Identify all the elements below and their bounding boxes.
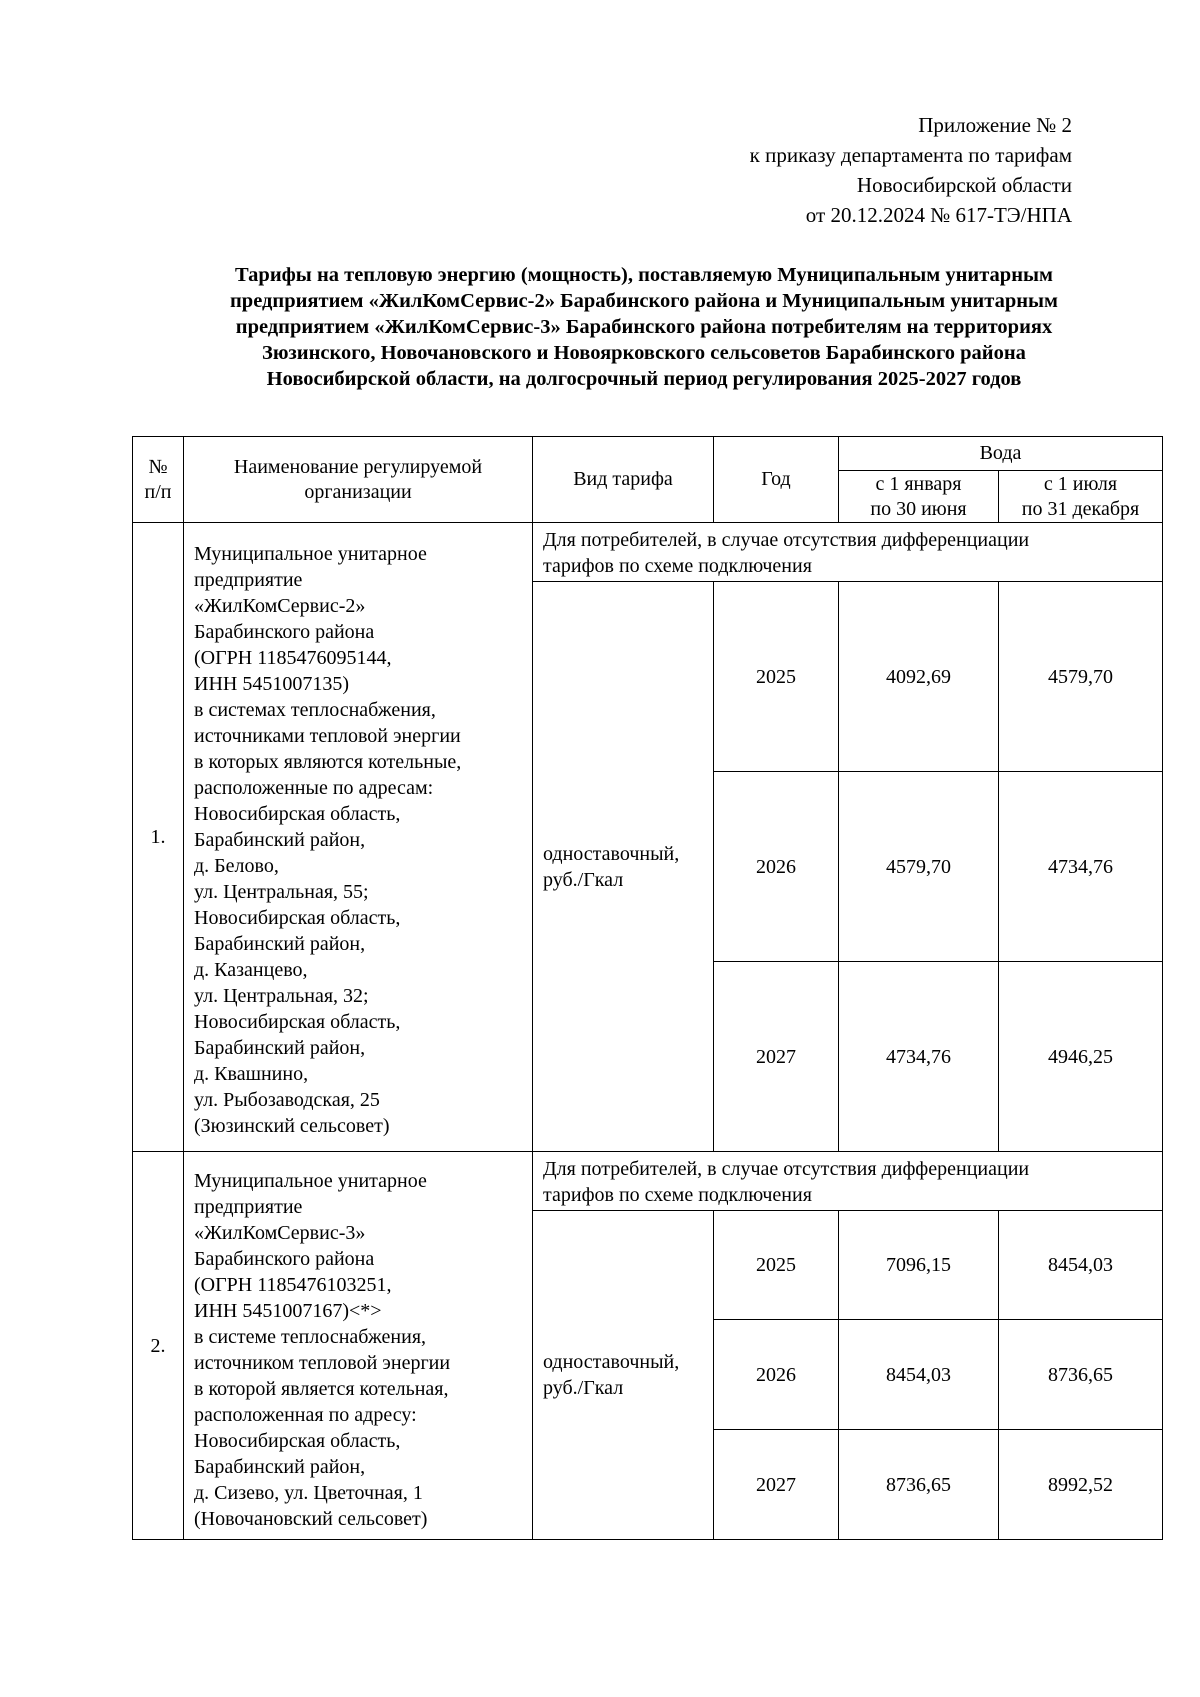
- org-line: ИНН 5451007167)<*>: [194, 1300, 382, 1322]
- org-line: источниками тепловой энергии: [194, 725, 461, 747]
- kind-line: руб./Гкал: [543, 1377, 624, 1399]
- organization-cell: [184, 523, 533, 1152]
- period-line: с 1 июля: [1043, 472, 1118, 495]
- tariff-value-jul-dec: 8992,52: [999, 1430, 1163, 1540]
- tariff-kind-cell: [533, 1211, 714, 1540]
- org-line: расположенная по адресу:: [194, 1404, 417, 1426]
- year-cell: 2026: [714, 772, 839, 962]
- document-title: [128, 262, 1160, 392]
- org-line: Барабинский район,: [194, 1037, 366, 1059]
- org-line: «ЖилКомСервис-2»: [194, 595, 366, 617]
- tariff-table: [132, 436, 1163, 1540]
- year-cell: 2025: [714, 582, 839, 772]
- year-cell: 2027: [714, 962, 839, 1152]
- table-row: [133, 1152, 1163, 1211]
- tariff-value-jan-jun: 8454,03: [839, 1320, 999, 1430]
- consumer-note: [533, 1152, 1163, 1211]
- org-line: ул. Рыбозаводская, 25: [194, 1089, 380, 1111]
- org-line: (ОГРН 1185476095144,: [194, 647, 392, 669]
- org-line: ул. Центральная, 32;: [194, 985, 369, 1007]
- org-line: в которых являются котельные,: [194, 751, 462, 773]
- org-line: ИНН 5451007135): [194, 673, 349, 695]
- kind-line: одноставочный,: [543, 1351, 680, 1373]
- tariff-value-jan-jun: 4734,76: [839, 962, 999, 1152]
- header-num-line: №: [148, 455, 168, 478]
- kind-line: одноставочный,: [543, 842, 680, 865]
- period-line: по 30 июня: [870, 497, 967, 520]
- org-line: предприятие: [194, 1196, 303, 1218]
- note-line: Для потребителей, в случае отсутствия дифференциации: [543, 1158, 1030, 1180]
- tariff-value-jul-dec: 8736,65: [999, 1320, 1163, 1430]
- tariff-value-jan-jun: 8736,65: [839, 1430, 999, 1540]
- title-line: Зюзинского, Новочановского и Новоярковского сельсоветов Барабинского района: [262, 342, 1026, 364]
- org-line: Новосибирская область,: [194, 1011, 401, 1033]
- org-line: «ЖилКомСервис-3»: [194, 1222, 366, 1244]
- org-line: Барабинский район,: [194, 829, 366, 851]
- org-line: Новосибирская область,: [194, 1430, 401, 1452]
- tariff-value-jul-dec: 4579,70: [999, 582, 1163, 772]
- header-num: [133, 437, 184, 523]
- appendix-date-number: от 20.12.2024 № 617-ТЭ/НПА: [805, 203, 1072, 227]
- header-org-line: Наименование регулируемой: [233, 456, 483, 478]
- header-org-line: организации: [304, 481, 412, 503]
- header-tariff-kind: Вид тарифа: [533, 437, 714, 523]
- title-line: Новосибирской области, на долгосрочный период регулирования 2025-2027 годов: [266, 368, 1022, 390]
- row-number: 2.: [133, 1152, 184, 1540]
- year-cell: 2026: [714, 1320, 839, 1430]
- header-num-line: п/п: [144, 480, 172, 503]
- org-line: Муниципальное унитарное: [194, 1170, 427, 1192]
- org-line: д. Казанцево,: [194, 959, 308, 981]
- org-line: Новосибирская область,: [194, 907, 401, 929]
- org-line: (ОГРН 1185476103251,: [194, 1274, 392, 1296]
- org-line: (Новочановский сельсовет): [194, 1508, 428, 1530]
- org-line: Барабинский район,: [194, 1456, 366, 1478]
- org-line: Барабинского района: [194, 621, 375, 643]
- consumer-note: [533, 523, 1163, 582]
- title-line: предприятием «ЖилКомСервис-2» Барабинского района и Муниципальным унитарным: [230, 290, 1058, 312]
- org-line: Муниципальное унитарное: [194, 543, 427, 565]
- row-number: 1.: [133, 523, 184, 1152]
- period-line: по 31 декабря: [1021, 497, 1140, 520]
- appendix-header: [750, 110, 1072, 230]
- org-line: (Зюзинский сельсовет): [194, 1115, 390, 1137]
- title-line: Тарифы на тепловую энергию (мощность), поставляемую Муниципальным унитарным: [235, 264, 1053, 286]
- org-line: в которой является котельная,: [194, 1378, 449, 1400]
- kind-line: руб./Гкал: [543, 868, 624, 891]
- org-line: предприятие: [194, 569, 303, 591]
- org-line: д. Квашнино,: [194, 1063, 309, 1085]
- year-cell: 2027: [714, 1430, 839, 1540]
- note-line: Для потребителей, в случае отсутствия дифференциации: [543, 529, 1030, 551]
- tariff-value-jul-dec: 4734,76: [999, 772, 1163, 962]
- tariff-value-jul-dec: 8454,03: [999, 1211, 1163, 1320]
- note-line: тарифов по схеме подключения: [543, 555, 812, 577]
- tariff-value-jan-jun: 7096,15: [839, 1211, 999, 1320]
- org-line: ул. Центральная, 55;: [194, 881, 369, 903]
- org-line: Новосибирская область,: [194, 803, 401, 825]
- table-header-row: [133, 437, 1163, 471]
- org-line: источником тепловой энергии: [194, 1352, 451, 1374]
- title-line: предприятием «ЖилКомСервис-3» Барабинского района потребителям на территориях: [235, 316, 1053, 338]
- header-org: [184, 437, 533, 523]
- tariff-kind-cell: [533, 582, 714, 1152]
- header-period-jan-jun: [839, 471, 999, 523]
- org-line: в системе теплоснабжения,: [194, 1326, 427, 1348]
- org-line: Барабинского района: [194, 1248, 375, 1270]
- header-water-group: Вода: [839, 437, 1163, 471]
- appendix-region: Новосибирской области: [856, 173, 1072, 197]
- appendix-order-ref: к приказу департамента по тарифам: [749, 143, 1072, 167]
- tariff-value-jul-dec: 4946,25: [999, 962, 1163, 1152]
- year-cell: 2025: [714, 1211, 839, 1320]
- tariff-value-jan-jun: 4579,70: [839, 772, 999, 962]
- org-line: Барабинский район,: [194, 933, 366, 955]
- tariff-value-jan-jun: 4092,69: [839, 582, 999, 772]
- note-line: тарифов по схеме подключения: [543, 1184, 812, 1206]
- period-line: с 1 января: [875, 472, 962, 495]
- org-line: д. Сизево, ул. Цветочная, 1: [194, 1482, 423, 1504]
- header-period-jul-dec: [999, 471, 1163, 523]
- header-year: Год: [714, 437, 839, 523]
- organization-cell: [184, 1152, 533, 1540]
- appendix-number: Приложение № 2: [918, 113, 1072, 137]
- org-line: в системах теплоснабжения,: [194, 699, 436, 721]
- org-line: расположенные по адресам:: [194, 777, 434, 799]
- table-row: [133, 523, 1163, 582]
- org-line: д. Белово,: [194, 855, 279, 877]
